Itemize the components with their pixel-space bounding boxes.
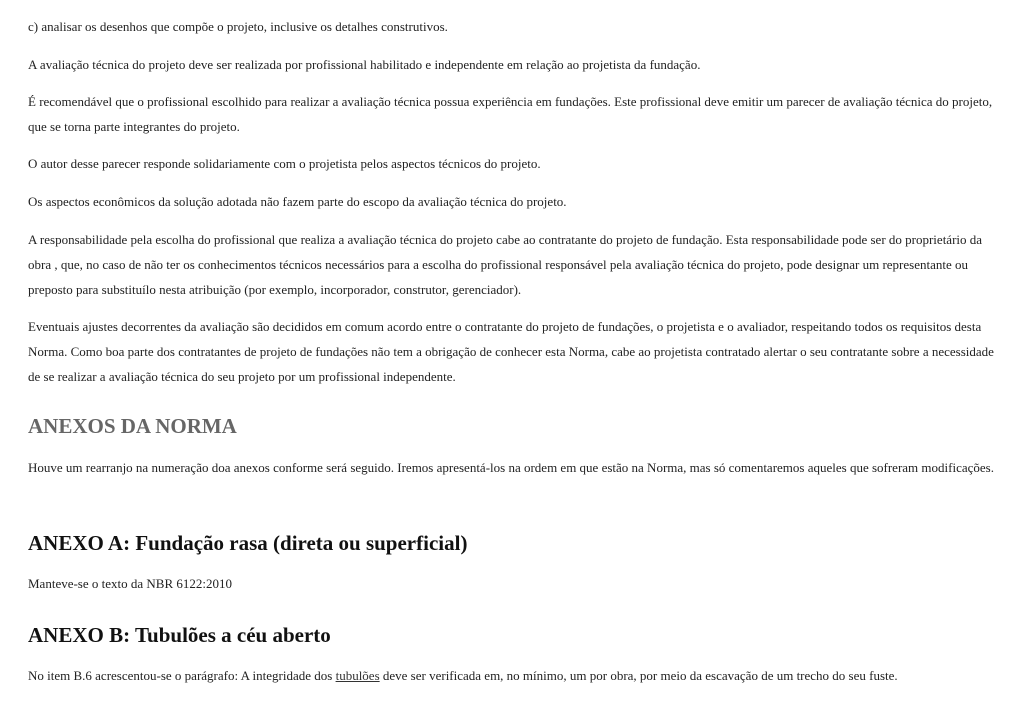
paragraph-adjustments: Eventuais ajustes decorrentes da avaliação são decididos em comum acordo entre o contratante do projeto de fundações, o projetista e o avaliador, respeitando todos os requisitos desta Norma. Como boa parte dos contratantes de projeto de fundações não tem a obrigação de conhecer esta Norma, cabe ao projetista contratado alertar o seu contratante sobre a necessidade de se realizar a avaliação técnica do seu projeto por um profissional independente. xyxy=(28,319,994,384)
paragraph-professional-choice: A responsabilidade pela escolha do profissional que realiza a avaliação técnica do projeto cabe ao contratante do projeto de fundação. Esta responsabilidade pode ser do proprietário da obra , que, no caso de não ter os conhecimentos técnicos necessários para a escolha do profissional responsável pela avaliação técnica do projeto, pode designar um representante ou preposto para substituílo nesta atribuição (por exemplo, incorporador, construtor, gerenciador). xyxy=(28,232,983,297)
paragraph-recommendation: É recomendável que o profissional escolhido para realizar a avaliação técnica possua experiência em fundações. Este profissional deve emitir um parecer de avaliação técnica do projeto, que se torna parte integrantes do projeto. xyxy=(28,94,993,134)
paragraph-economic-aspects: Os aspectos econômicos da solução adotada não fazem parte do escopo da avaliação técnica do projeto. xyxy=(28,194,567,209)
section-heading-annexes: ANEXOS DA NORMA xyxy=(28,414,237,438)
paragraph-annex-b-text-start: No item B.6 acrescentou-se o parágrafo: A integridade dos xyxy=(28,668,336,683)
paragraph-item-c: c) analisar os desenhos que compõe o projeto, inclusive os detalhes construtivos. xyxy=(28,19,448,34)
paragraph-annex-renumbering: Houve um rearranjo na numeração doa anexos conforme será seguido. Iremos apresentá-los na ordem em que estão na Norma, mas só comentaremos aqueles que sofreram modificações. xyxy=(28,460,994,475)
paragraph-author-responsibility: O autor desse parecer responde solidariamente com o projetista pelos aspectos técnicos do projeto. xyxy=(28,156,541,171)
tubuloes-link[interactable]: tubulões xyxy=(335,668,380,683)
heading-annex-b: ANEXO B: Tubulões a céu aberto xyxy=(28,623,331,647)
paragraph-technical-evaluation: A avaliação técnica do projeto deve ser realizada por profissional habilitado e independente em relação ao projetista da fundação. xyxy=(28,57,701,72)
paragraph-annex-b-text xyxy=(28,663,994,688)
paragraph-annex-a-text: Manteve-se o texto da NBR 6122:2010 xyxy=(28,576,232,591)
paragraph-annex-b-text-end: deve ser verificada em, no mínimo, um por obra, por meio da escavação de um trecho do seu fuste. xyxy=(379,668,898,683)
heading-annex-a: ANEXO A: Fundação rasa (direta ou superficial) xyxy=(28,531,468,555)
